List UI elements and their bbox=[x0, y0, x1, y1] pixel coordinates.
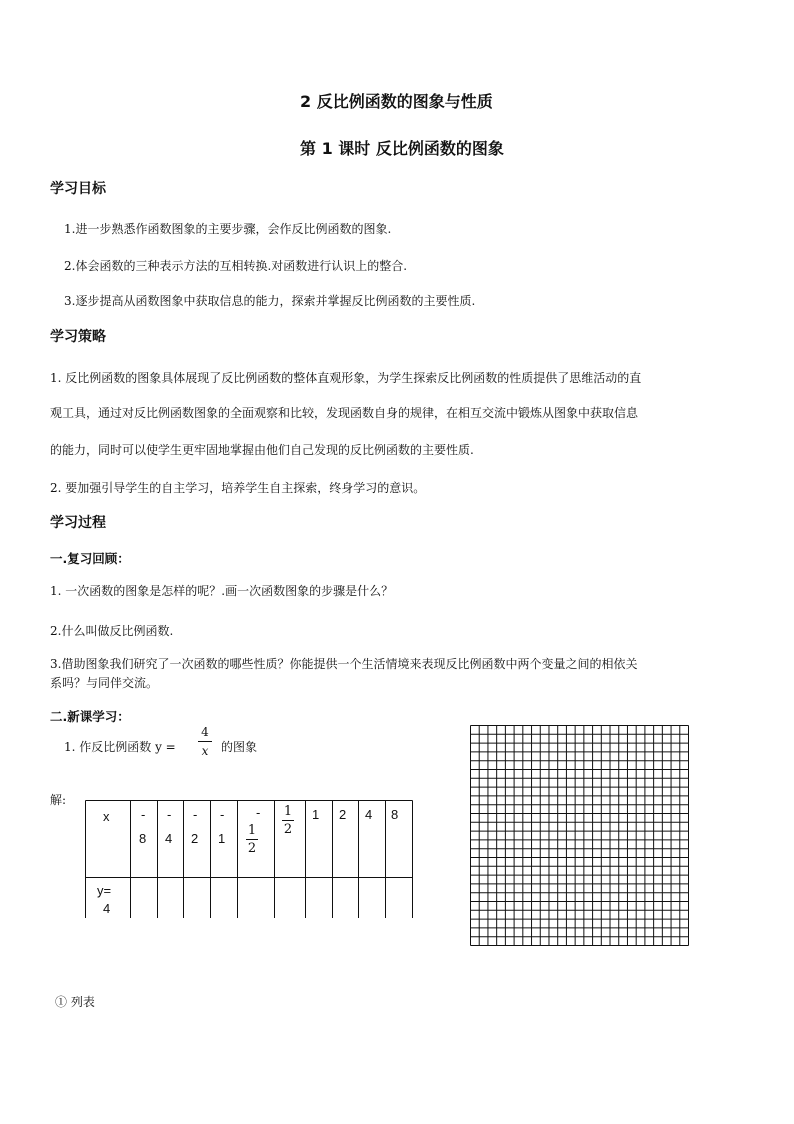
strategy-paragraph-line: 的能力，同时可以使学生更牢固地掌握由他们自己发现的反比例函数的主要性质. bbox=[50, 443, 474, 457]
fraction-bar bbox=[198, 741, 212, 742]
goals-heading: 学习目标 bbox=[50, 181, 106, 197]
x-value-4: 4 bbox=[365, 807, 373, 822]
task-suffix: 的图象 bbox=[221, 740, 258, 754]
goal-item: 2.体会函数的三种表示方法的互相转换.对函数进行认识上的整合. bbox=[64, 259, 408, 273]
strategy-paragraph-line: 观工具，通过对反比例函数图象的全面观察和比较，发现函数自身的规律，在相互交流中锻炼从图象中获取信息 bbox=[50, 406, 639, 420]
value-table bbox=[85, 800, 413, 918]
process-heading: 学习过程 bbox=[50, 515, 106, 531]
x-value-8: 8 bbox=[391, 807, 399, 822]
goal-item: 1.进一步熟悉作函数图象的主要步骤，会作反比例函数的图象. bbox=[64, 222, 392, 236]
review-question-line: 系吗？与同伴交流。 bbox=[50, 676, 159, 690]
x-neg-8-value: 8 bbox=[139, 831, 147, 846]
x-value-2: 2 bbox=[339, 807, 347, 822]
strategy-paragraph-line: 1. 反比例函数的图象具体展现了反比例函数的整体直观形象，为学生探索反比例函数的性质提供了思维活动的直 bbox=[50, 371, 642, 385]
review-question-line: 3.借助图象我们研究了一次函数的哪些性质？你能提供一个生活情境来表现反比例函数中两个变量之间的相依关 bbox=[50, 657, 638, 671]
lesson-title: 第 1 课时 反比例函数的图象 bbox=[300, 139, 504, 158]
fraction-numerator: 4 bbox=[201, 725, 209, 739]
x-neg-half-fraction bbox=[246, 824, 258, 855]
graph-paper-grid bbox=[470, 725, 690, 947]
function-fraction bbox=[198, 726, 212, 757]
list-step: ① 列表 bbox=[55, 995, 95, 1009]
table-x-label: x bbox=[103, 809, 110, 824]
x-neg-4-sign: - bbox=[167, 807, 172, 822]
fraction-numerator: 1 bbox=[247, 823, 257, 838]
x-neg-1-sign: - bbox=[220, 807, 225, 822]
review-question: 2.什么叫做反比例函数. bbox=[50, 624, 174, 638]
x-neg-2-sign: - bbox=[193, 807, 198, 822]
task-text: 1. 作反比例函数 y = bbox=[64, 740, 176, 754]
x-neg-4-value: 4 bbox=[165, 831, 173, 846]
review-heading: 一.复习回顾： bbox=[50, 551, 130, 566]
fraction-bar bbox=[246, 839, 258, 840]
strategy-paragraph: 2. 要加强引导学生的自主学习，培养学生自主探索，终身学习的意识。 bbox=[50, 481, 426, 495]
table-y-label-bottom: 4 bbox=[103, 901, 111, 916]
x-neg-2-value: 2 bbox=[191, 831, 199, 846]
fraction-denominator: x bbox=[201, 744, 209, 758]
value-table-lines bbox=[85, 800, 413, 918]
x-value-1: 1 bbox=[312, 807, 320, 822]
solution-label: 解: bbox=[50, 793, 67, 807]
x-neg-half-sign: - bbox=[256, 805, 261, 820]
fraction-numerator: 1 bbox=[283, 804, 293, 819]
strategy-heading: 学习策略 bbox=[50, 329, 106, 345]
table-y-label-top: y= bbox=[97, 883, 112, 898]
new-lesson-heading: 二.新课学习： bbox=[50, 709, 130, 724]
fraction-bar bbox=[282, 820, 294, 821]
review-question: 1. 一次函数的图象是怎样的呢？.画一次函数图象的步骤是什么？ bbox=[50, 584, 394, 598]
x-neg-8-sign: - bbox=[141, 807, 146, 822]
goal-item: 3.逐步提高从函数图象中获取信息的能力，探索并掌握反比例函数的主要性质. bbox=[64, 294, 476, 308]
x-half-fraction bbox=[282, 805, 294, 836]
x-neg-1-value: 1 bbox=[218, 831, 226, 846]
fraction-denominator: 2 bbox=[283, 822, 293, 837]
page-title: 2 反比例函数的图象与性质 bbox=[300, 92, 493, 111]
fraction-denominator: 2 bbox=[247, 841, 257, 856]
